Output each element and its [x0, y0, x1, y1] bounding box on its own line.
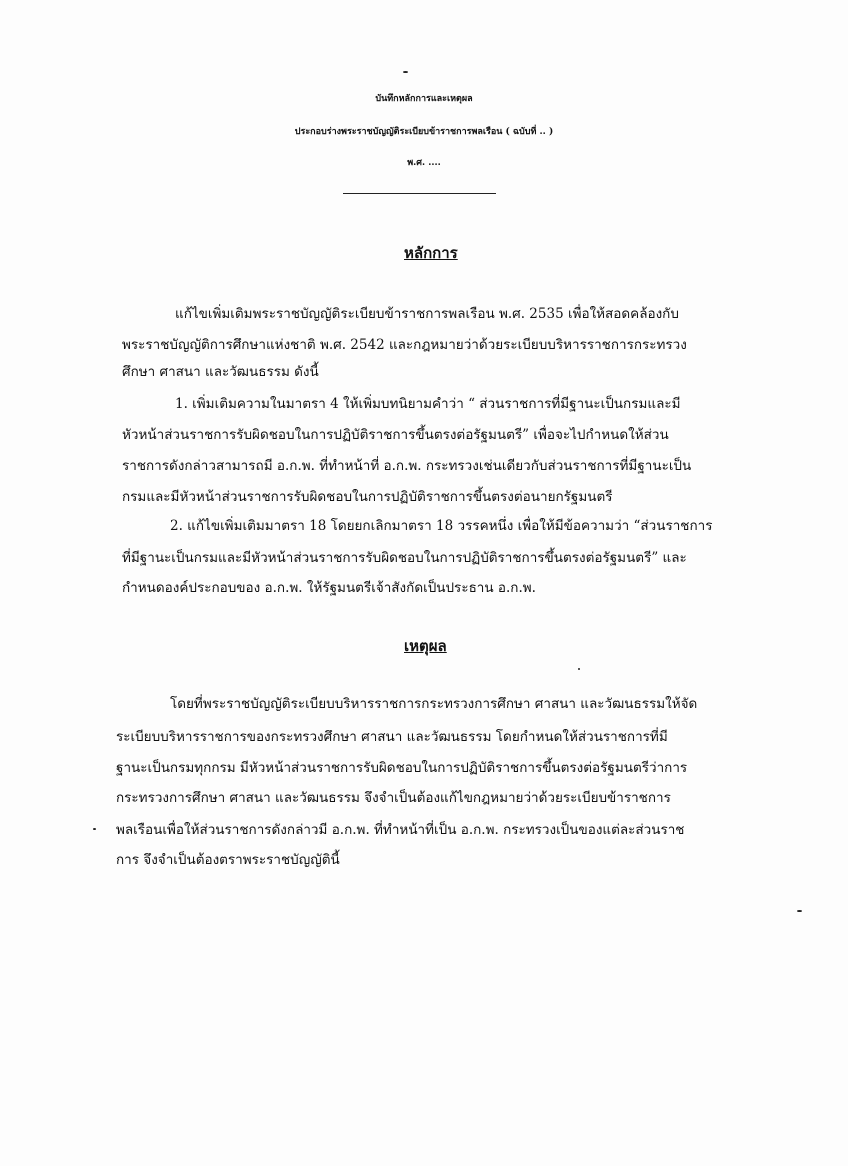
principle-line: แก้ไขเพิ่มเติมพระราชบัญญัติระเบียบข้าราชการพลเรือน พ.ศ. 2535 เพื่อให้สอดคล้องกับ — [175, 306, 679, 322]
document-year: พ.ศ. .... — [407, 158, 441, 168]
scan-speck — [578, 668, 580, 670]
principle-line: พระราชบัญญัติการศึกษาแห่งชาติ พ.ศ. 2542 และกฎหมายว่าด้วยระเบียบบริหารราชการกระทรวง — [122, 337, 687, 353]
principle-line: 2. แก้ไขเพิ่มเติมมาตรา 18 โดยยกเลิกมาตรา 18 วรรคหนึ่ง เพื่อให้มีข้อความว่า “ส่วนราชการ — [170, 518, 713, 534]
scan-speck — [797, 910, 802, 912]
reason-line: ฐานะเป็นกรมทุกกรม มีหัวหน้าส่วนราชการรับผิดชอบในการปฏิบัติราชการขึ้นตรงต่อรัฐมนตรีว่าการ — [116, 760, 688, 776]
document-subtitle: ประกอบร่างพระราชบัญญัติระเบียบข้าราชการพลเรือน ( ฉบับที่ .. ) — [294, 127, 554, 137]
reason-line: ระเบียบบริหารราชการของกระทรวงศึกษา ศาสนา และวัฒนธรรม โดยกำหนดให้ส่วนราชการที่มี — [116, 729, 668, 745]
principle-line: ที่มีฐานะเป็นกรมและมีหัวหน้าส่วนราชการรับผิดชอบในการปฏิบัติราชการขึ้นตรงต่อรัฐมนตรี” และ — [122, 550, 687, 566]
reason-line: การ จึงจำเป็นต้องตราพระราชบัญญัตินี้ — [116, 852, 340, 868]
principle-line: ราชการดังกล่าวสามารถมี อ.ก.พ. ที่ทำหน้าที่ อ.ก.พ. กระทรวงเช่นเดียวกับส่วนราชการที่มีฐานะเป็น — [122, 458, 692, 474]
principle-line: หัวหน้าส่วนราชการรับผิดชอบในการปฏิบัติราชการขึ้นตรงต่อรัฐมนตรี” เพื่อจะไปกำหนดให้ส่วน — [122, 427, 669, 443]
principle-line: ศึกษา ศาสนา และวัฒนธรรม ดังนี้ — [122, 364, 319, 380]
principle-line: กรมและมีหัวหน้าส่วนราชการรับผิดชอบในการปฏิบัติราชการขึ้นตรงต่อนายกรัฐมนตรี — [122, 489, 613, 505]
reason-line: โดยที่พระราชบัญญัติระเบียบบริหารราชการกระทรวงการศึกษา ศาสนา และวัฒนธรรมให้จัด — [170, 696, 698, 712]
reason-heading: เหตุผล — [404, 637, 447, 655]
principle-heading: หลักการ — [404, 244, 458, 262]
scan-speck — [93, 828, 96, 830]
reason-line: กระทรวงการศึกษา ศาสนา และวัฒนธรรม จึงจำเป็นต้องแก้ไขกฎหมายว่าด้วยระเบียบข้าราชการ — [116, 790, 671, 806]
title-divider — [343, 193, 496, 194]
principle-line: 1. เพิ่มเติมความในมาตรา 4 ให้เพิ่มบทนิยามคำว่า “ ส่วนราชการที่มีฐานะเป็นกรมและมี — [175, 396, 681, 412]
document-title: บันทึกหลักการและเหตุผล — [375, 94, 473, 104]
scan-speck — [403, 71, 408, 73]
reason-line: พลเรือนเพื่อให้ส่วนราชการดังกล่าวมี อ.ก.พ. ที่ทำหน้าที่เป็น อ.ก.พ. กระทรวงเป็นของแต่ละส่วนราช — [116, 822, 685, 838]
principle-line: กำหนดองค์ประกอบของ อ.ก.พ. ให้รัฐมนตรีเจ้าสังกัดเป็นประธาน อ.ก.พ. — [122, 580, 536, 596]
